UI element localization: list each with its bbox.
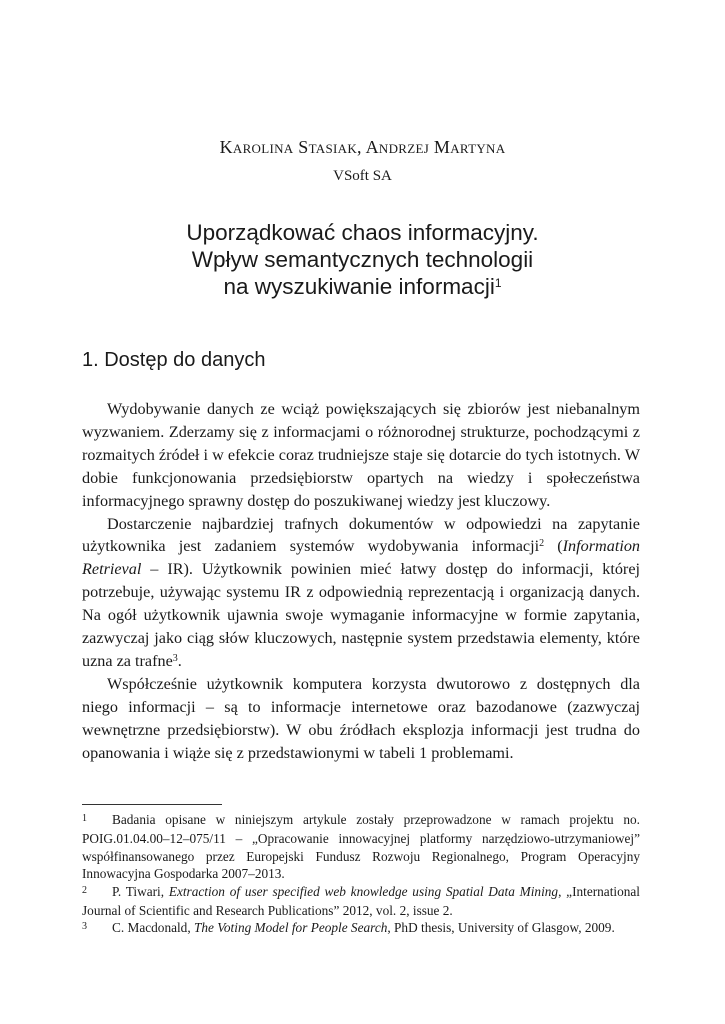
title-line-3	[0, 273, 725, 300]
title-line-1: Uporządkować chaos informacyjny.	[186, 220, 539, 245]
footnote-mark: 3	[82, 921, 87, 933]
footnote-italic-title: Extraction of user specified web knowledge using Spatial Data Mining	[168, 883, 559, 899]
paragraph-2-part-a: Dostarczenie najbardziej trafnych dokumentów w odpowiedzi na zapytanie użytkownika jest zadaniem systemów wydobywania informacji	[82, 514, 640, 556]
footnote-ref-3[interactable]: 3	[172, 652, 178, 664]
section-heading: 1. Dostęp do danych	[82, 349, 266, 371]
footnote-1	[82, 811, 640, 883]
paragraph-1: Wydobywanie danych ze wciąż powiększających się zbiorów jest niebanalnym wyzwaniem. Zderzamy się z informacjami o różnorodnej strukturze, pochodzącymi z rozmaitych źródeł i w efekcie coraz trudniejsze staje się dotarcie do tych istotnych. W dobie funkcjonowania przedsiębiorstw opartych na wiedzy i społeczeństwa informacyjnego sprawny dostęp do poszukiwanej wiedzy jest kluczowy.	[82, 400, 640, 510]
title-line-3-text: na wyszukiwanie informacji	[223, 274, 495, 299]
title-footnote-mark[interactable]: 1	[494, 276, 502, 290]
footnote-3	[82, 919, 640, 938]
paragraph-2-part-b: (	[544, 537, 563, 556]
footnote-mark: 1	[82, 813, 87, 824]
paragraph-2-part-c: – IR). Użytkownik powinien mieć łatwy dostęp do informacji, której potrzebuje, używając systemu IR z odpowiednią reprezentacją i organizacją danych. Na ogół użytkownik ujawnia swoje wymaganie informacyjne w formie zapytania, zazwyczaj jako ciąg słów kluczowych, następnie system przedstawia elementy, które uzna za trafne	[82, 560, 640, 670]
paragraph-2	[82, 513, 640, 673]
body-text	[82, 398, 640, 765]
footnote-separator	[82, 804, 222, 805]
paragraph-2-italic-term: Information Retrieval	[82, 537, 641, 579]
footnote-text-a: C. Macdonald,	[112, 920, 194, 936]
paper-title	[0, 219, 725, 300]
footnote-ref-2[interactable]: 2	[539, 538, 545, 550]
footnotes	[82, 811, 640, 939]
footnote-text: Badania opisane w niniejszym artykule zostały przeprowadzone w ramach projektu no. POIG.01.04.00–12–075/11 – „Opracowanie innowacyjnej platformy narzędziowo-utrzymaniowej” współfinansowanego przez Europejski Fundusz Rozwoju Regionalnego, Program Operacyjny Innowacyjna Gospodarka 2007–2013.	[82, 812, 640, 882]
footnote-italic-title: The Voting Model for People Search	[193, 920, 388, 936]
footnote-text-b: , PhD thesis, University of Glasgow, 2009.	[387, 920, 615, 936]
footnote-text-a: P. Tiwari,	[112, 883, 169, 899]
paragraph-2-part-d: .	[177, 651, 182, 670]
paragraph-3: Współcześnie użytkownik komputera korzysta dwutorowo z dostępnych dla niego informacji – są to informacje internetowe oraz bazodanowe (zazwyczaj wewnętrzne przedsiębiorstw). W obu źródłach eksplozja informacji jest trudna do opanowania i wiąże się z przedstawionymi w tabeli 1 problemami.	[82, 674, 640, 762]
author-names: Karolina Stasiak, Andrzej Martyna	[219, 137, 506, 157]
footnote-text-b: , „International Journal of Scientific and Research Publications” 2012, vol. 2, issue 2.	[82, 883, 640, 919]
author-affiliation: VSoft SA	[333, 168, 392, 184]
footnote-2	[82, 883, 640, 920]
footnote-mark: 2	[82, 884, 87, 896]
title-line-2: Wpływ semantycznych technologii	[191, 247, 534, 272]
